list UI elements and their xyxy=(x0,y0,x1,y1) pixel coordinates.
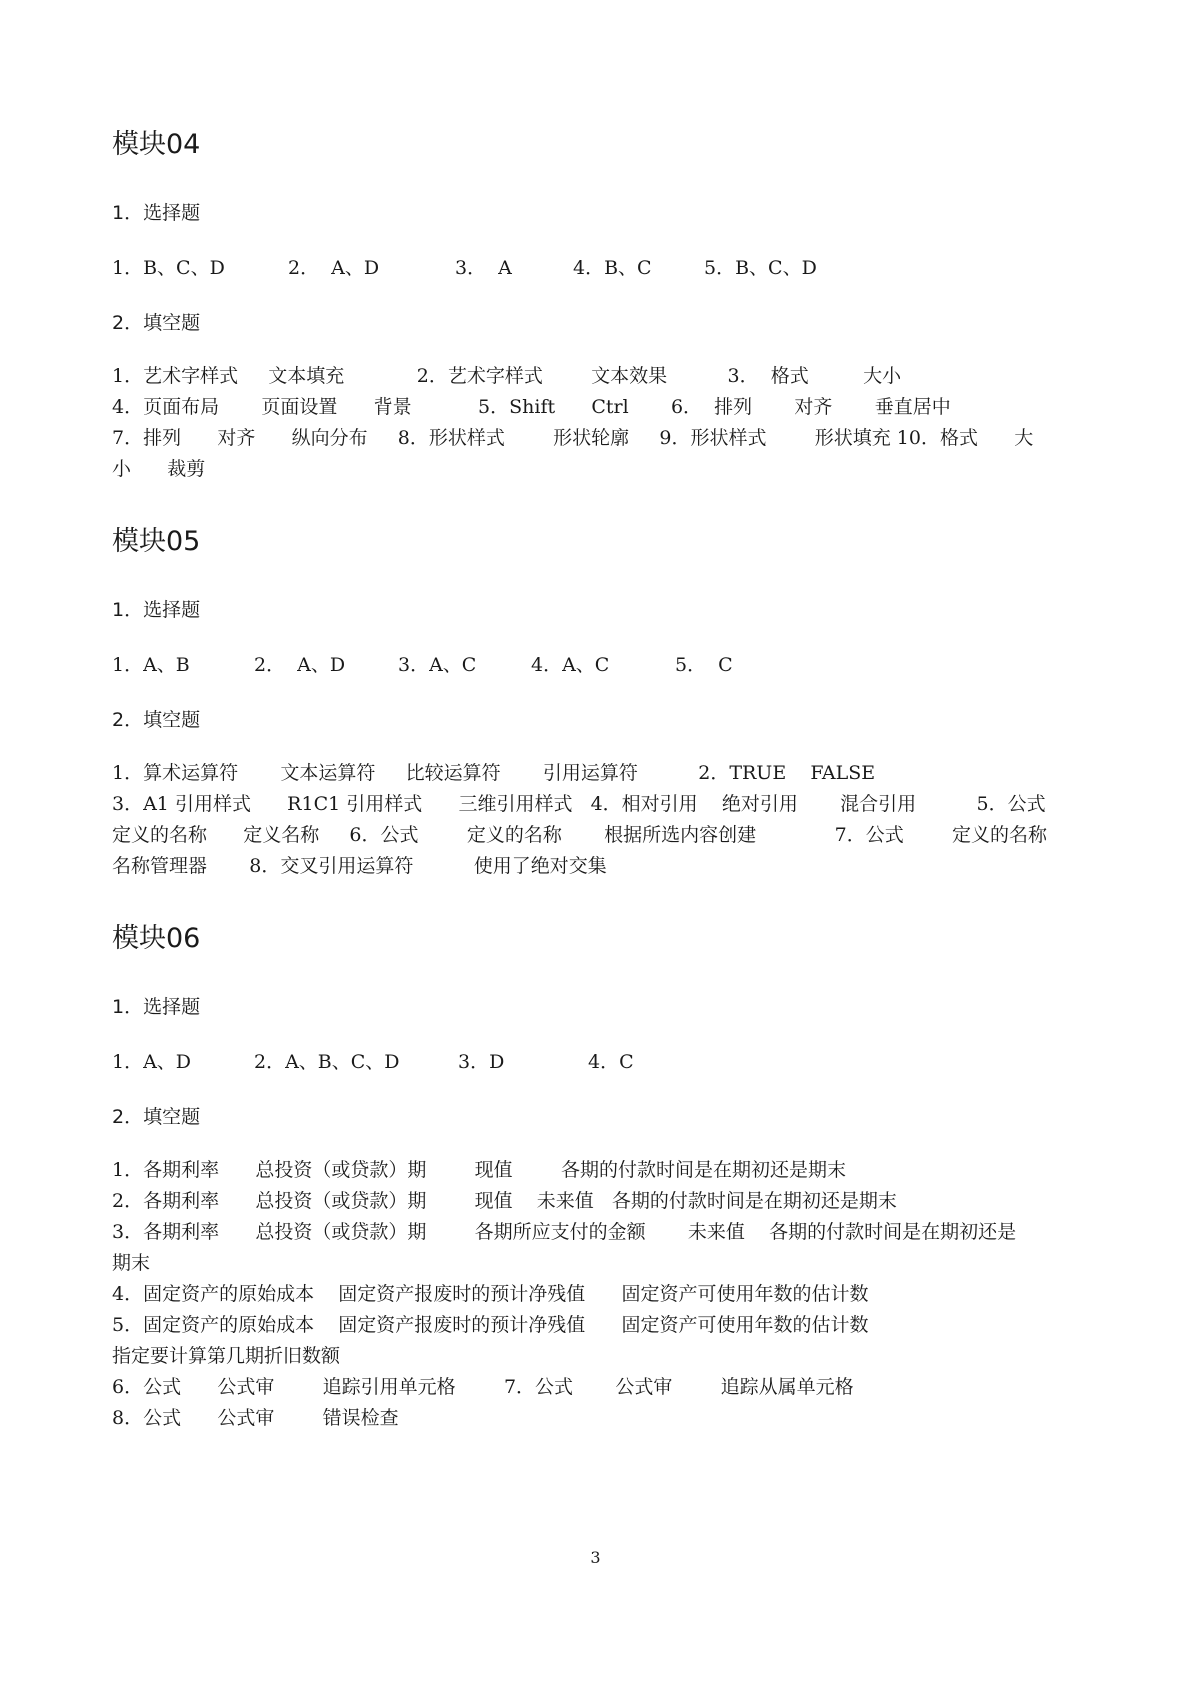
fill-answer-line: 5．固定资产的原始成本 固定资产报废时的预计净残值 固定资产可使用年数的估计数 xyxy=(112,1314,869,1336)
fill-answer-line: 3．A1 引用样式 R1C1 引用样式 三维引用样式 4．相对引用 绝对引用 混合引用 5．公式 xyxy=(112,793,1046,815)
module-title-06: 模块06 xyxy=(112,923,201,954)
fill-heading-04: 2．填空题 xyxy=(112,312,201,334)
choice-answer-item: 4．B、C xyxy=(573,257,652,279)
fill-answer-line: 1．艺术字样式 文本填充 2．艺术字样式 文本效果 3． 格式 大小 xyxy=(112,365,902,387)
module-title-05: 模块05 xyxy=(112,526,201,557)
choice-answer-item: 3． A xyxy=(455,257,512,279)
fill-heading-05: 2．填空题 xyxy=(112,709,201,731)
choice-heading-05: 1．选择题 xyxy=(112,599,201,621)
fill-answers-05 xyxy=(112,758,1068,882)
fill-answer-line: 3．各期利率 总投资（或贷款）期 各期所应支付的金额 未来值 各期的付款时间是在期初还是 xyxy=(112,1221,1017,1243)
fill-answer-line: 4．固定资产的原始成本 固定资产报废时的预计净残值 固定资产可使用年数的估计数 xyxy=(112,1283,869,1305)
page-number: 3 xyxy=(590,1548,601,1567)
fill-answer-line: 2．各期利率 总投资（或贷款）期 现值 未来值 各期的付款时间是在期初还是期末 xyxy=(112,1190,897,1212)
choice-answer-item: 2． A、D xyxy=(254,654,346,676)
fill-answer-line: 4．页面布局 页面设置 背景 5．Shift Ctrl 6． 排列 对齐 垂直居中 xyxy=(112,396,951,418)
fill-answer-line: 1．各期利率 总投资（或贷款）期 现值 各期的付款时间是在期初还是期末 xyxy=(112,1159,846,1181)
fill-answer-line: 1．算术运算符 文本运算符 比较运算符 引用运算符 2．TRUE FALSE xyxy=(112,762,876,784)
choice-answer-item: 4．A、C xyxy=(531,654,610,676)
fill-answer-line: 7．排列 对齐 纵向分布 8．形状样式 形状轮廓 9．形状样式 形状填充 10．格式 大 xyxy=(112,427,1034,449)
fill-answer-line: 8．公式 公式审 错误检查 xyxy=(112,1407,399,1429)
choice-answers-04 xyxy=(112,253,1072,284)
choice-answer-item: 4．C xyxy=(588,1051,634,1073)
fill-answer-line: 期末 xyxy=(112,1252,151,1274)
choice-answers-06 xyxy=(112,1047,1072,1078)
choice-answer-item: 3．D xyxy=(458,1051,505,1073)
fill-answer-line: 小 裁剪 xyxy=(112,458,206,480)
fill-answers-04 xyxy=(112,361,1068,485)
choice-answer-item: 2． A、D xyxy=(288,257,380,279)
choice-answer-item: 1．A、B xyxy=(112,654,190,676)
module-title-04: 模块04 xyxy=(112,129,201,160)
fill-answer-line: 定义的名称 定义名称 6．公式 定义的名称 根据所选内容创建 7．公式 定义的名称 xyxy=(112,824,1048,846)
choice-answer-item: 1．A、D xyxy=(112,1051,192,1073)
fill-heading-06: 2．填空题 xyxy=(112,1106,201,1128)
choice-answers-05 xyxy=(112,650,1072,681)
fill-answer-line: 名称管理器 8．交叉引用运算符 使用了绝对交集 xyxy=(112,855,607,877)
choice-heading-06: 1．选择题 xyxy=(112,996,201,1018)
choice-answer-item: 5．B、C、D xyxy=(704,257,817,279)
fill-answer-line: 指定要计算第几期折旧数额 xyxy=(112,1345,341,1367)
choice-answer-item: 2．A、B、C、D xyxy=(254,1051,400,1073)
choice-answer-item: 5． C xyxy=(675,654,733,676)
fill-answers-06 xyxy=(112,1155,1068,1434)
fill-answer-line: 6．公式 公式审 追踪引用单元格 7．公式 公式审 追踪从属单元格 xyxy=(112,1376,854,1398)
choice-answer-item: 3．A、C xyxy=(398,654,477,676)
choice-heading-04: 1．选择题 xyxy=(112,202,201,224)
choice-answer-item: 1．B、C、D xyxy=(112,257,225,279)
